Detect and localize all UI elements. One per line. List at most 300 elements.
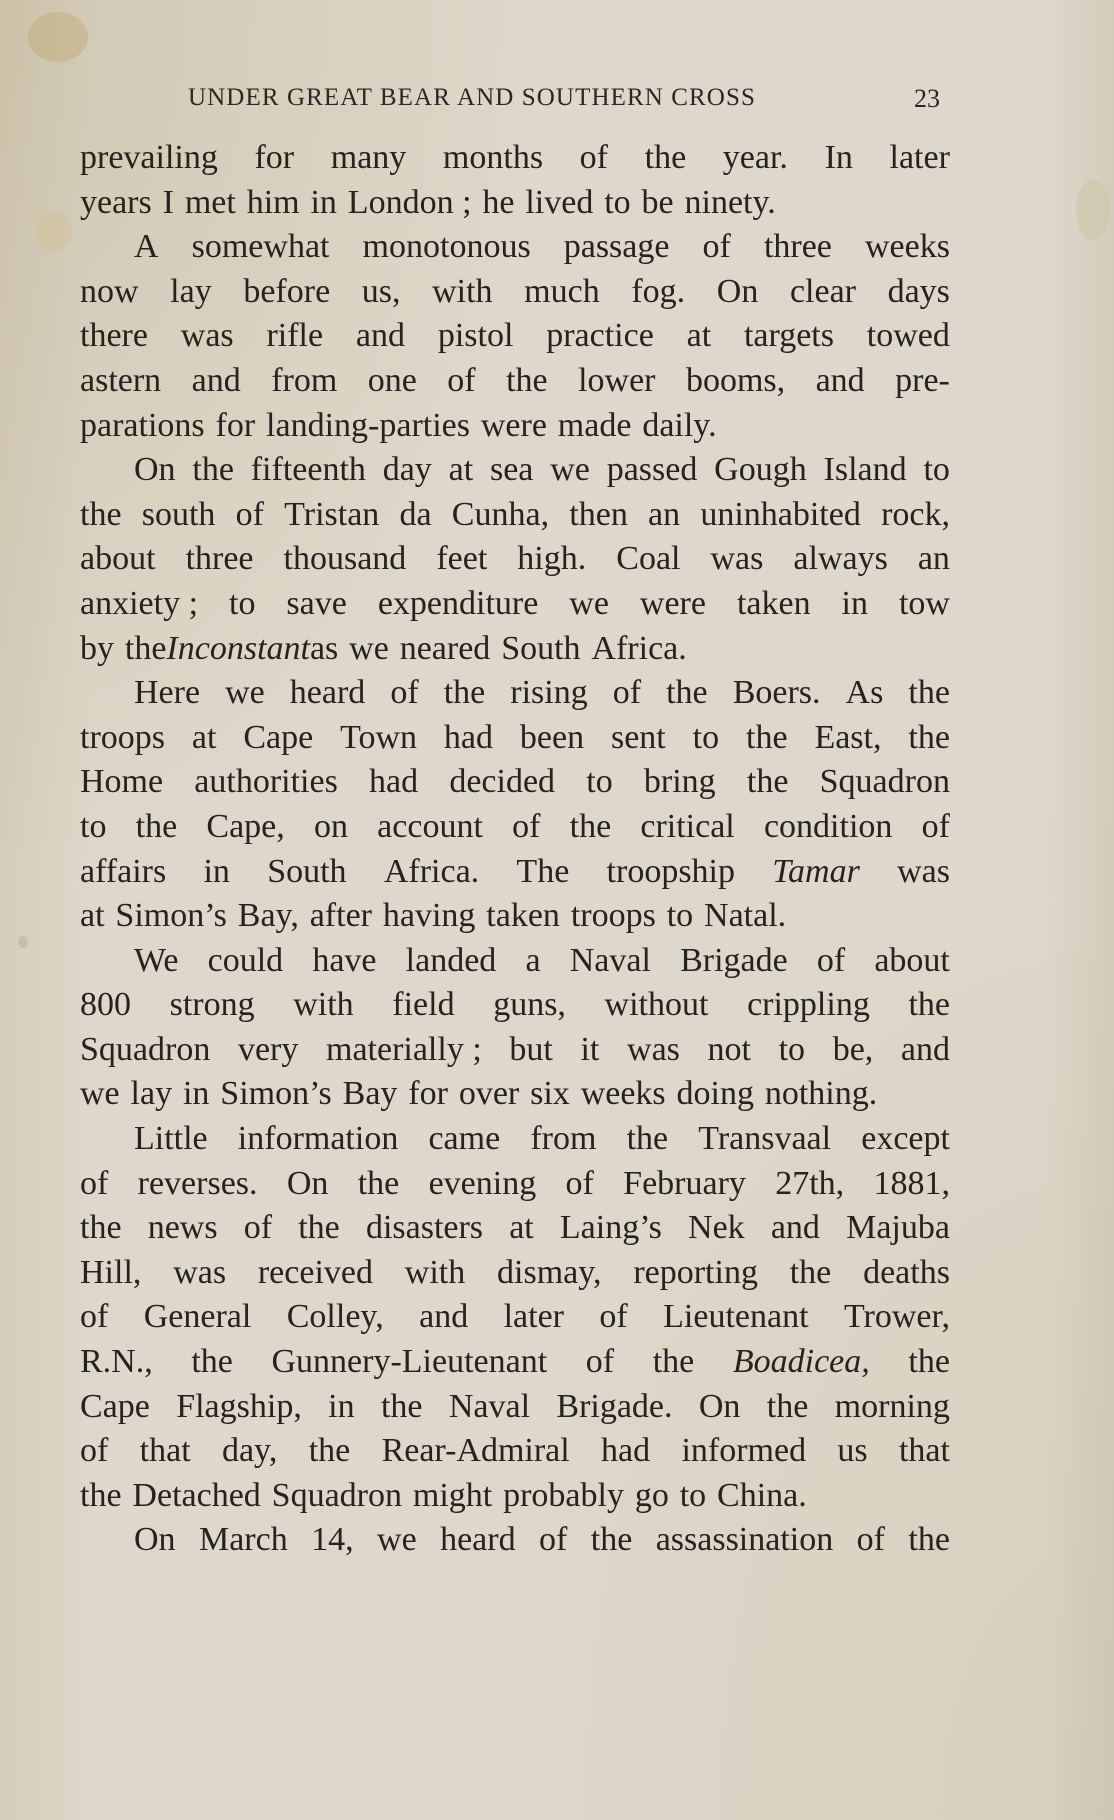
word: informed: [681, 1432, 807, 1470]
word: were: [639, 584, 706, 622]
word: Rear-Admiral: [381, 1432, 570, 1470]
text-line: [80, 225, 950, 270]
word: with: [432, 272, 493, 310]
word: Naval: [448, 1387, 531, 1425]
word: 1881,: [873, 1164, 950, 1202]
word: very: [237, 1030, 299, 1068]
word: Colley,: [286, 1298, 384, 1336]
word: the: [908, 1343, 950, 1381]
word: the: [192, 451, 234, 489]
word: lower: [578, 361, 656, 399]
word: the: [569, 807, 612, 845]
word: targets: [743, 317, 834, 355]
word: to: [692, 718, 720, 756]
word: of: [702, 228, 731, 266]
word: the: [191, 1343, 233, 1381]
paper-stain: [18, 936, 28, 948]
word: was: [897, 852, 950, 890]
word: of: [512, 807, 541, 845]
word: reverses.: [137, 1164, 258, 1202]
word: the: [124, 629, 167, 667]
word: that: [139, 1432, 191, 1470]
word: came: [428, 1120, 501, 1158]
word: of: [80, 1164, 109, 1202]
italic-word: Tamar: [772, 852, 860, 890]
word: the: [590, 1521, 633, 1559]
word: ninety.: [684, 183, 776, 221]
word: da: [399, 495, 432, 533]
word: we: [569, 584, 609, 622]
word: pre-: [895, 361, 950, 399]
body-text: [80, 136, 950, 1563]
word: of: [579, 139, 608, 176]
word: having: [382, 897, 476, 935]
word: rock,: [881, 495, 950, 533]
word: of: [612, 674, 642, 712]
word: with: [293, 986, 354, 1024]
word: we: [377, 1521, 417, 1559]
word: the: [766, 1387, 809, 1425]
text-line: [80, 627, 950, 672]
word: Flagship,: [176, 1387, 302, 1425]
text-line: [80, 1028, 950, 1073]
word: the: [506, 361, 548, 399]
word: on: [313, 807, 348, 845]
word: not: [707, 1030, 751, 1068]
text-line: [80, 760, 950, 805]
word: heard: [440, 1521, 516, 1559]
word: we: [349, 629, 389, 667]
word: made: [557, 406, 632, 444]
word: at: [686, 317, 712, 355]
word: General: [143, 1298, 252, 1336]
word: Lieutenant: [663, 1298, 809, 1336]
word: the: [908, 986, 950, 1024]
word: three: [185, 540, 254, 578]
word: we: [225, 674, 265, 712]
text-line: [80, 270, 950, 315]
word: the: [652, 1343, 695, 1381]
word: many: [330, 139, 407, 176]
word: the: [908, 718, 950, 756]
word: and: [900, 1030, 950, 1068]
word: morning: [834, 1387, 950, 1425]
word: received: [257, 1253, 373, 1291]
running-header: [188, 84, 940, 116]
word: with: [404, 1253, 466, 1291]
word: nothing.: [764, 1075, 878, 1113]
word: field: [392, 986, 455, 1024]
word: feet: [436, 540, 488, 578]
word: guns,: [493, 986, 566, 1024]
word: an: [648, 495, 681, 533]
word: somewhat: [191, 228, 330, 266]
word: reporting: [633, 1253, 758, 1291]
word: were: [480, 406, 547, 444]
word: account: [377, 807, 483, 845]
word: landing-parties: [266, 406, 470, 444]
word: weeks: [864, 228, 950, 266]
word: February: [623, 1164, 746, 1202]
word: to: [80, 807, 107, 845]
word: by: [80, 629, 114, 667]
text-line: [80, 1072, 950, 1117]
word: Cape: [80, 1387, 150, 1425]
word: an: [917, 540, 950, 578]
word: lived: [525, 183, 594, 221]
word: Bay,: [237, 897, 299, 935]
text-line: [80, 136, 950, 181]
word: doing: [676, 1075, 754, 1113]
word: lay: [170, 272, 212, 310]
word: Island: [823, 451, 907, 489]
word: the: [626, 1120, 669, 1158]
text-line: [80, 983, 950, 1028]
word: lay: [130, 1075, 173, 1113]
text-line: [80, 1162, 950, 1207]
word: Hill,: [80, 1253, 142, 1291]
text-line: [80, 805, 950, 850]
word: information: [237, 1120, 399, 1158]
word: anxiety ;: [80, 584, 199, 622]
word: fifteenth: [250, 451, 366, 489]
text-line: [80, 1340, 950, 1385]
word: On: [698, 1387, 741, 1425]
word: and: [815, 361, 865, 399]
word: us: [837, 1432, 868, 1470]
word: days: [887, 272, 950, 310]
word: as: [309, 629, 339, 667]
word: the: [135, 807, 178, 845]
text-line: [80, 1295, 950, 1340]
word: in: [182, 1075, 210, 1113]
word: it: [580, 1030, 600, 1068]
word: Simon’s: [115, 897, 227, 935]
word: authorities: [194, 763, 338, 801]
paper-stain: [36, 212, 72, 252]
text-line: [80, 404, 950, 449]
word: he: [482, 183, 515, 221]
word: weeks: [580, 1075, 666, 1113]
word: troops: [570, 897, 656, 935]
word: have: [312, 941, 377, 979]
word: six: [530, 1075, 570, 1113]
word: and: [770, 1209, 820, 1247]
page-number: 23: [914, 84, 940, 113]
word: sent: [610, 718, 666, 756]
word: Nek: [688, 1209, 745, 1247]
text-line: [80, 537, 950, 582]
word: 14,: [311, 1521, 354, 1559]
word: year.: [722, 139, 788, 176]
word: the: [80, 495, 122, 533]
word: bring: [643, 763, 716, 801]
word: Transvaal: [698, 1120, 832, 1158]
word: Town: [340, 718, 418, 756]
word: Simon’s: [220, 1075, 332, 1113]
word: the: [746, 718, 788, 756]
word: was: [173, 1253, 227, 1291]
word: years: [80, 183, 152, 221]
word: that: [898, 1432, 950, 1470]
word: without: [604, 986, 709, 1024]
word: A: [134, 228, 159, 266]
word: critical: [640, 807, 735, 845]
word: evening: [428, 1164, 537, 1202]
text-line: [80, 314, 950, 359]
word: of: [921, 807, 950, 845]
word: troops: [80, 718, 165, 756]
word: China.: [717, 1476, 807, 1514]
word: the: [80, 1209, 122, 1247]
word: thousand: [283, 540, 407, 578]
word: had: [601, 1432, 651, 1470]
word: might: [412, 1476, 493, 1514]
word: three: [763, 228, 832, 266]
word: On: [134, 451, 176, 489]
word: neared: [399, 629, 491, 667]
word: Coal: [616, 540, 681, 578]
text-line: [80, 716, 950, 761]
word: Cape: [243, 718, 314, 756]
word: As: [845, 674, 884, 712]
word: of: [80, 1432, 109, 1470]
text-line: [80, 493, 950, 538]
word: had: [369, 763, 419, 801]
word: was: [180, 317, 234, 355]
word: South: [267, 852, 347, 890]
word: decided: [449, 763, 556, 801]
word: I: [162, 183, 174, 221]
word: except: [861, 1120, 950, 1158]
word: of: [565, 1164, 594, 1202]
word: the: [357, 1164, 400, 1202]
word: Boers.: [732, 674, 821, 712]
text-line: [80, 582, 950, 627]
word: be: [641, 183, 674, 221]
word: East,: [814, 718, 882, 756]
word: in: [310, 183, 337, 221]
word: taken: [486, 897, 560, 935]
word: Laing’s: [559, 1209, 662, 1247]
word: On: [286, 1164, 329, 1202]
word: in: [328, 1387, 355, 1425]
word: the: [380, 1387, 423, 1425]
word: then: [569, 495, 628, 533]
word: of: [235, 495, 264, 533]
word: later: [503, 1298, 565, 1336]
word: go: [634, 1476, 669, 1514]
word: to: [229, 584, 256, 622]
word: astern: [80, 361, 162, 399]
word: Little: [134, 1120, 208, 1158]
word: to: [923, 451, 950, 489]
word: pistol: [437, 317, 514, 355]
word: high.: [517, 540, 587, 578]
word: the: [308, 1432, 351, 1470]
text-line: [80, 671, 950, 716]
word: Here: [134, 674, 201, 712]
word: to: [666, 897, 694, 935]
word: Detached: [132, 1476, 261, 1514]
word: later: [889, 139, 950, 176]
word: and: [419, 1298, 469, 1336]
word: London ;: [347, 183, 472, 221]
word: affairs: [80, 852, 167, 890]
word: one: [367, 361, 417, 399]
word: for: [408, 1075, 448, 1113]
paper-stain: [28, 12, 88, 62]
text-line: [80, 1117, 950, 1162]
word: the: [80, 1476, 122, 1514]
word: dismay,: [497, 1253, 602, 1291]
word: but: [509, 1030, 553, 1068]
word: over: [458, 1075, 520, 1113]
word: was: [627, 1030, 680, 1068]
word: at: [191, 718, 217, 756]
word: rifle: [266, 317, 324, 355]
word: 27th,: [775, 1164, 845, 1202]
word: the: [908, 674, 950, 712]
word: news: [147, 1209, 218, 1247]
word: Cunha,: [451, 495, 550, 533]
italic-word: Inconstant: [166, 629, 310, 667]
word: Cape,: [206, 807, 285, 845]
word: about: [874, 941, 950, 979]
word: fog.: [631, 272, 686, 310]
word: day: [382, 451, 432, 489]
word: much: [524, 272, 600, 310]
word: Gunnery-Lieutenant: [271, 1343, 548, 1381]
word: passed: [606, 451, 698, 489]
text-line: [80, 939, 950, 984]
text-line: [80, 1385, 950, 1430]
word: passage: [563, 228, 670, 266]
word: in: [203, 852, 230, 890]
word: landed: [405, 941, 497, 979]
word: Brigade.: [556, 1387, 673, 1425]
word: to: [586, 763, 613, 801]
word: save: [286, 584, 347, 622]
word: to: [604, 183, 631, 221]
word: Squadron: [271, 1476, 402, 1514]
word: deaths: [863, 1253, 950, 1291]
word: prevailing: [80, 139, 218, 176]
word: R.N.,: [80, 1343, 153, 1381]
word: now: [80, 272, 139, 310]
word: heard: [289, 674, 366, 712]
word: could: [207, 941, 284, 979]
word: of: [599, 1298, 628, 1336]
word: South: [501, 629, 581, 667]
word: Gough: [714, 451, 807, 489]
word: from: [271, 361, 338, 399]
word: On: [716, 272, 759, 310]
text-line: [80, 1518, 950, 1563]
word: about: [80, 540, 156, 578]
word: 800: [80, 986, 131, 1024]
word: day,: [221, 1432, 278, 1470]
text-line: [80, 1429, 950, 1474]
word: Naval: [569, 941, 651, 979]
text-line: [80, 850, 950, 895]
text-line: [80, 1251, 950, 1296]
word: monotonous: [362, 228, 531, 266]
word: the: [908, 1521, 950, 1559]
text-line: [80, 448, 950, 493]
paper-stain: [1076, 180, 1110, 240]
word: for: [254, 139, 295, 176]
word: him: [246, 183, 300, 221]
word: the: [746, 763, 789, 801]
word: expenditure: [377, 584, 539, 622]
word: and: [355, 317, 406, 355]
word: daily.: [642, 406, 717, 444]
word: we: [80, 1075, 120, 1113]
word: Home: [80, 763, 164, 801]
word: at: [80, 897, 105, 935]
word: the: [789, 1253, 832, 1291]
word: of: [539, 1521, 568, 1559]
word: and: [191, 361, 241, 399]
word: probably: [503, 1476, 624, 1514]
word: practice: [546, 317, 654, 355]
word: been: [519, 718, 585, 756]
word: booms,: [685, 361, 786, 399]
word: strong: [169, 986, 255, 1024]
word: from: [530, 1120, 597, 1158]
word: condition: [763, 807, 893, 845]
word: of: [856, 1521, 885, 1559]
word: Squadron: [80, 1030, 211, 1068]
word: to: [778, 1030, 806, 1068]
word: The: [516, 852, 570, 890]
word: disasters: [365, 1209, 484, 1247]
word: at: [448, 451, 474, 489]
word: for: [215, 406, 256, 444]
word: in: [841, 584, 868, 622]
word: us,: [361, 272, 401, 310]
word: be,: [832, 1030, 874, 1068]
word: taken: [736, 584, 811, 622]
word: assassination: [655, 1521, 834, 1559]
word: Bay: [342, 1075, 398, 1113]
word: the: [644, 139, 687, 176]
word: Squadron: [819, 763, 950, 801]
word: after: [309, 897, 372, 935]
running-title: UNDER GREAT BEAR AND SOUTHERN CROSS: [188, 84, 756, 111]
word: a: [525, 941, 541, 979]
word: clear: [789, 272, 856, 310]
word: south: [141, 495, 216, 533]
word: Tristan: [284, 495, 380, 533]
word: towed: [866, 317, 950, 355]
text-line: [80, 1206, 950, 1251]
word: troopship: [606, 852, 735, 890]
text-line: [80, 894, 950, 939]
text-line: [80, 1474, 950, 1519]
word: Majuba: [846, 1209, 950, 1247]
word: of: [390, 674, 419, 712]
word: rising: [510, 674, 588, 712]
word: In: [824, 139, 853, 176]
word: was: [710, 540, 764, 578]
text-line: [80, 181, 950, 226]
word: of: [816, 941, 846, 979]
word: to: [679, 1476, 707, 1514]
word: the: [666, 674, 708, 712]
word: uninhabited: [700, 495, 861, 533]
